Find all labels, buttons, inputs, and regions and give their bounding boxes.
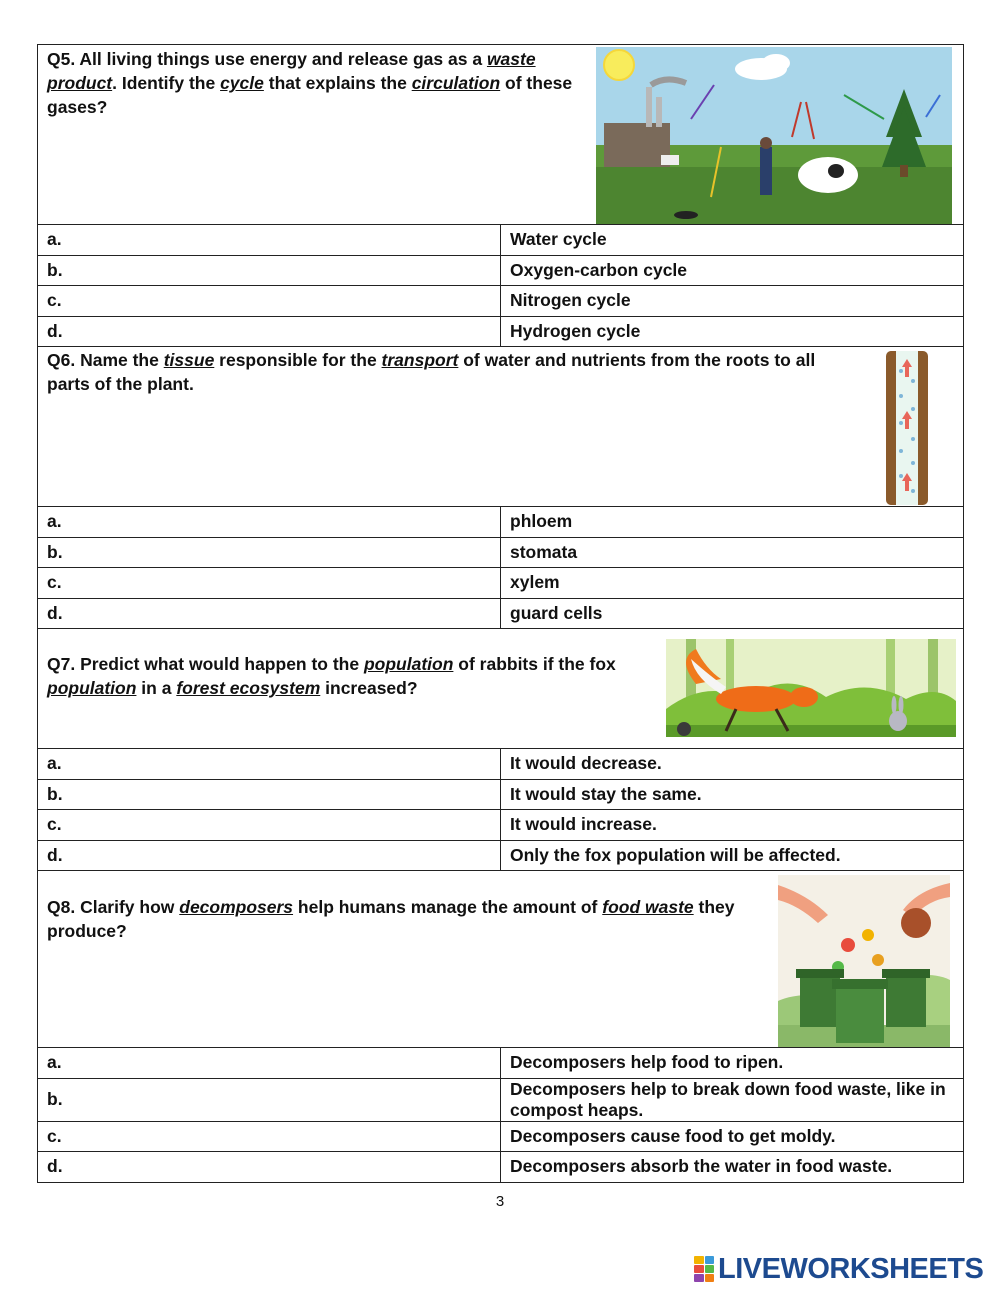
question-fragment: they produce? bbox=[47, 897, 735, 941]
option-text: Decomposers help to break down food waste, like in compost heaps. bbox=[501, 1078, 964, 1121]
option-row[interactable] bbox=[38, 286, 964, 317]
question-fragment: help humans manage the amount of bbox=[293, 897, 603, 917]
logo-square bbox=[705, 1274, 715, 1282]
option-text: Nitrogen cycle bbox=[501, 286, 964, 317]
page-number: 3 bbox=[495, 1193, 505, 1210]
emphasized-term: transport bbox=[381, 350, 459, 370]
question-fragment: Q8. Clarify how bbox=[47, 897, 180, 917]
emphasized-term: waste product bbox=[47, 49, 536, 93]
option-letter: c. bbox=[38, 286, 501, 317]
question-text bbox=[47, 45, 579, 119]
logo-icon bbox=[694, 1256, 714, 1282]
option-row[interactable] bbox=[38, 840, 964, 871]
option-letter: a. bbox=[38, 1048, 501, 1079]
option-letter: c. bbox=[38, 1121, 501, 1152]
gas-cycle-illustration bbox=[596, 47, 952, 224]
option-letter: d. bbox=[38, 840, 501, 871]
option-letter: c. bbox=[38, 568, 501, 599]
option-letter: b. bbox=[38, 779, 501, 810]
option-text: guard cells bbox=[501, 598, 964, 629]
option-row[interactable] bbox=[38, 316, 964, 347]
question-row-q8 bbox=[38, 871, 964, 1048]
logo-square bbox=[694, 1265, 704, 1273]
question-text bbox=[47, 347, 847, 396]
emphasized-term: forest ecosystem bbox=[176, 678, 321, 698]
option-letter: d. bbox=[38, 598, 501, 629]
logo-square bbox=[694, 1274, 704, 1282]
option-text: It would decrease. bbox=[501, 749, 964, 780]
emphasized-term: decomposers bbox=[179, 897, 294, 917]
question-fragment: that explains the bbox=[263, 73, 412, 93]
emphasized-term: food waste bbox=[602, 897, 694, 917]
question-row-q6 bbox=[38, 347, 964, 507]
option-text: Decomposers cause food to get moldy. bbox=[501, 1121, 964, 1152]
question-table bbox=[37, 44, 964, 1183]
question-fragment: responsible for the bbox=[214, 350, 382, 370]
brand-name: LIVEWORKSHEETS bbox=[718, 1252, 984, 1285]
option-text: It would increase. bbox=[501, 810, 964, 841]
option-row[interactable] bbox=[38, 779, 964, 810]
option-text: xylem bbox=[501, 568, 964, 599]
option-text: stomata bbox=[501, 537, 964, 568]
emphasized-term: cycle bbox=[220, 73, 264, 93]
option-text: It would stay the same. bbox=[501, 779, 964, 810]
emphasized-term: population bbox=[47, 678, 137, 698]
option-row[interactable] bbox=[38, 255, 964, 286]
option-text: phloem bbox=[501, 507, 964, 538]
liveworksheets-logo[interactable] bbox=[694, 1254, 983, 1284]
worksheet bbox=[37, 44, 964, 1183]
option-letter: b. bbox=[38, 1078, 501, 1121]
option-row[interactable] bbox=[38, 225, 964, 256]
xylem-vessel-illustration bbox=[884, 351, 930, 505]
option-text: Decomposers absorb the water in food waste. bbox=[501, 1152, 964, 1183]
option-row[interactable] bbox=[38, 749, 964, 780]
option-letter: b. bbox=[38, 255, 501, 286]
option-row[interactable] bbox=[38, 537, 964, 568]
option-letter: a. bbox=[38, 749, 501, 780]
question-fragment: of these gases? bbox=[47, 73, 573, 117]
question-fragment: Q6. Name the bbox=[47, 350, 164, 370]
option-row[interactable] bbox=[38, 568, 964, 599]
option-row[interactable] bbox=[38, 1152, 964, 1183]
option-text: Only the fox population will be affected. bbox=[501, 840, 964, 871]
question-row-q7 bbox=[38, 629, 964, 749]
logo-square bbox=[694, 1256, 704, 1264]
emphasized-term: circulation bbox=[411, 73, 501, 93]
option-row[interactable] bbox=[38, 1121, 964, 1152]
option-text: Oxygen-carbon cycle bbox=[501, 255, 964, 286]
option-row[interactable] bbox=[38, 598, 964, 629]
question-fragment: of rabbits if the fox bbox=[453, 654, 616, 674]
question-fragment: of water and nutrients from the roots to all parts of the plant. bbox=[47, 350, 816, 394]
question-fragment: . Identify the bbox=[112, 73, 221, 93]
option-text: Decomposers help food to ripen. bbox=[501, 1048, 964, 1079]
food-waste-bins-illustration bbox=[778, 875, 950, 1047]
logo-square bbox=[705, 1256, 715, 1264]
emphasized-term: tissue bbox=[163, 350, 215, 370]
option-row[interactable] bbox=[38, 1048, 964, 1079]
logo-square bbox=[705, 1265, 715, 1273]
option-letter: a. bbox=[38, 225, 501, 256]
option-row[interactable] bbox=[38, 810, 964, 841]
question-fragment: Q5. All living things use energy and release gas as a bbox=[47, 49, 487, 69]
option-letter: a. bbox=[38, 507, 501, 538]
question-fragment: Q7. Predict what would happen to the bbox=[47, 654, 364, 674]
option-row[interactable] bbox=[38, 507, 964, 538]
option-row[interactable] bbox=[38, 1078, 964, 1121]
question-text bbox=[47, 871, 747, 943]
question-row-q5 bbox=[38, 45, 964, 225]
option-letter: c. bbox=[38, 810, 501, 841]
emphasized-term: population bbox=[363, 654, 454, 674]
option-text: Water cycle bbox=[501, 225, 964, 256]
option-text: Hydrogen cycle bbox=[501, 316, 964, 347]
option-letter: d. bbox=[38, 1152, 501, 1183]
option-letter: b. bbox=[38, 537, 501, 568]
question-fragment: increased? bbox=[320, 678, 418, 698]
option-letter: d. bbox=[38, 316, 501, 347]
fox-rabbit-illustration bbox=[666, 639, 956, 737]
question-text bbox=[47, 629, 637, 700]
question-fragment: in a bbox=[136, 678, 177, 698]
